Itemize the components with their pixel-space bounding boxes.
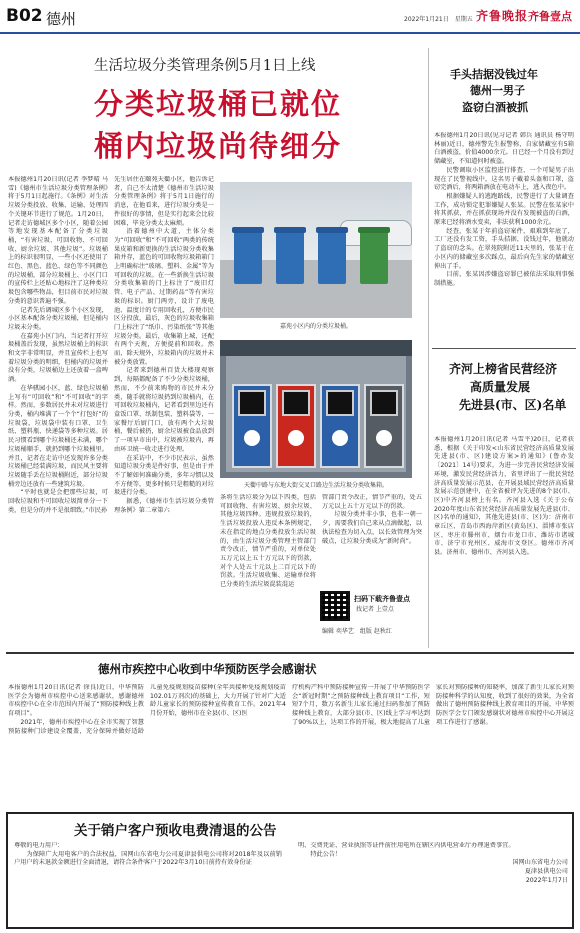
section-rule — [6, 652, 574, 654]
right1-headline-2: 德州一男子 — [470, 84, 525, 97]
bottom1-paragraph: 本报德州1月20日讯(记者 徐良)近日，中华预防医学会为德州市疾控中心送来感谢状，感谢德州市疾控中心在全市范围内开展了“预防接种线上教育项目”。 — [8, 684, 144, 718]
lead-paragraph: 在采访中，不少市民表示，虽然知道垃圾分类是件好事，但是由于并不了解如何准确分类，多年习惯以及不方便等，更多时候只是粗糙的对垃圾进行分类。 — [114, 454, 214, 497]
qr-title: 扫码下载齐鲁壹点 — [354, 594, 410, 603]
lead-paragraph: 本报德州1月20日讯(记者 李梦晴 马雪)《德州市生活垃圾分类管理条例》将于5月1日起施行。《条例》对生活垃圾分类投放、收集、运输、处理四个关键环节进行了规范。1月20日，记者走访德城区多个小区，随着公园等地发现基本配备了分类垃圾桶，“有害垃圾、可回收物、不可回收、厨余垃圾、其他垃圾”。垃圾桶上的标识很明显，一些小区还使用了红色、黑色、蓝色、绿色等不同颜色的垃圾桶，部分垃圾桶上、小区门口的宣传栏上还贴心地标注了这种类垃圾包含哪些物品，但目前市民对垃圾分类的意识普遍不强。 — [8, 176, 108, 305]
lead-paragraph: 先生居住在颐苑天衢小区，他告诉记者，自己不太清楚《德州市生活垃圾分类管理条例》将于5月1日施行的消息，在他看来，进行垃圾分类是一件很好的事情，但是实行起来会比较困难，毕竟分类太太麻烦。 — [114, 176, 214, 227]
lead-paragraph: 垃圾分类并非小事，也非一朝一夕，需要我们自己来从点滴做起，以执法检查为切入点，以长效管理为突破点，让垃圾分类成为“新时尚”。 — [322, 511, 422, 545]
bottom2-paragraph: 尊敬的电力用户： — [14, 842, 64, 849]
photo-collection-station — [220, 340, 412, 478]
bottom2-paragraph: 为保障广大用电客户的合法权益，国网山东省电力公司夏津县供电公司将对2018年及以前销户用户的未退款金额进行全面清退，请符合条件客户于2022年3月10日前持有效身份证 — [14, 850, 282, 867]
right2-headline-2: 高质量发展 — [470, 380, 531, 394]
right1-headline-1: 手头拮据没钱过年 — [450, 68, 538, 81]
newspaper-brand: 齐鲁晚报 — [476, 9, 529, 23]
lead-column-1 — [8, 176, 108, 646]
lead-paragraph: 沿着德州中大道，主体分类为“可回收”和“不可回收”两类的传统果皮箱和新更换的生活垃圾分类收集箱并存，蓝色的可回收物垃圾箱箱门上明确标注“玻璃、塑料、金属”等为可回收的垃圾。在一些新换生活垃圾分类收集箱的门上标注了“废旧灯管、电子产品、过期药品”等有害垃圾的标识。厨门两旁，设计了废电池、温度计的专用回收孔，方便市民区分投放，最后，灰色的垃圾收集箱门上标注了“纸巾、污染纸张”等其他垃圾分类。最后，收集箱上城，还配有两个天规，方便提前和回收。然而，除天规外，垃圾箱内的垃圾并未被分类放置。 — [114, 228, 214, 366]
right2-headline-3: 先进县(市、区)名单 — [459, 398, 567, 412]
photo-caption: 天衢中路与东地大街交叉口路边生活垃圾分类收集箱。 — [243, 482, 388, 489]
lead-column-4 — [322, 494, 422, 586]
bottom2-paragraph: 明、交费凭证、营业执照等证件前往用电所在辖区内供电营业厅办理退费事宜。 — [298, 842, 515, 849]
bottom2-signature: 夏津县供电公司 — [524, 868, 568, 876]
lead-kicker: 生活垃圾分类管理条例5月1日上线 — [94, 58, 316, 74]
right2-headline-1: 齐河上榜省民营经济 — [449, 362, 558, 376]
lead-paragraph: 在嘉苑小区门内，当记者打开垃圾桶盖后发现，虽然垃圾桶上的标识和文字非常明显，并且宣传栏上也写着垃圾分类的明细，但桶内的垃圾并没有分类，垃圾桶边上还放着一盒啤酒。 — [8, 332, 108, 384]
lead-paragraph: 记者来到德州百货大楼现观察到，每隔都配备了不少分类垃圾桶，然而，不少前来购物的市民并未分类，随手就将垃圾扔到垃圾桶内，在可回收垃圾桶内，记者看到里边还有盒饭口罩、纸制包装、塑料袋等，一家餐厅后厨门口，放有两个大垃圾桶，餐后被扔，厨余垃圾被食品放到了一项早市出中，垃圾被垃圾内，再由环卫统一收走进行处理。 — [114, 367, 214, 453]
bottom2-paragraph: 特此公告！ — [310, 850, 342, 858]
lead-paragraph: 在华骐园小区，蓝、绿色垃圾桶上写有“可回收”和“不可回收”的字样。然而，多数居民并未对垃圾进行分类，桶内堆满了一个个“打包好”的垃圾袋，垃圾袋中装有口罩、卫生纸、塑料瓶、快递袋等多种垃圾。居民习惯看到哪个垃圾桶还未满，哪个垃圾桶顺手，就扔到哪个垃圾桶里。并且，记者在走访中还发现许多分类垃圾桶已经装满垃圾，而民风主要将垃圾随手丢在垃圾桶附近，部分垃圾桶旁边还放有一些建筑垃圾。 — [8, 384, 108, 488]
lead-headline-2: 桶内垃圾尚待细分 — [94, 129, 343, 163]
right1-headline-3: 盗窃白酒被抓 — [462, 101, 528, 114]
editor-credits: 编辑 奕华艺 组版 赵秋红 — [322, 628, 392, 635]
section-rule — [432, 348, 576, 349]
photo-caption: 嘉苑小区内的分类垃圾桶。 — [279, 323, 352, 330]
bottom2-signature: 2022年1月7日 — [525, 876, 568, 884]
right1-paragraph: 民警调取小区监控进行排查，一个可疑男子出现在了民警视线中，这名男子戴着头盔和口罩，盗窃完酒后，将两箱酒放在电动车上，逃入夜色中。 — [434, 166, 574, 192]
lead-paragraph: 条将生活垃圾分为以下四类，包括可回收物、有害垃圾、厨余垃圾、其他垃圾四种。违规投放垃圾的，生活垃圾投放人违反本条例规定，未在指定的地点分类投放生活垃圾的，由生活垃圾分类管理主管部门责令改正，情节严重的，对单位处五万元以上五十万元以下的罚款，对个人处五十元以上二百元以下的罚款。生活垃圾收集、运输单位将已分类的生活垃圾混装混运 — [220, 494, 316, 589]
bottom2-headline: 关于销户客户预收电费清退的公告 — [74, 823, 277, 839]
bottom1-body-left — [8, 684, 286, 802]
right1-body — [434, 132, 574, 342]
right1-paragraph: 根据嫌疑人的逃跑路线，民警进行了大量调查工作，成功锁定犯罪嫌疑人张某。民警在张某家中将其抓获，并在抓获现场并没有发现被盗的白酒，原来已经将酒水变卖，非法获利1000余元。 — [434, 192, 574, 227]
right1-paragraph: 经查，张某于年前盗窃案件，艰难到年底了，工厂还没有发工资，手头拮据，没钱过年，他就动了盗窃的念头。在翠苑院附近11天里的，张某于在小区内的储藏室多次踩点，最后向先生家的储藏室伸出了手。 — [434, 227, 574, 270]
section-name: 德州 — [46, 10, 77, 28]
bottom1-paragraph: 疗机构产科中预防接种宣传一开展了中华预防医学会“新冠时期”之预防接种线上教育项目“工作，短短7个月，数万名新生儿家长通过扫码参加了预防接种线上教育，大部分县(市、区)线上学习率达到了90%以上，达项工作的开展，极大地提高了儿童家长对预防接种的知晓率，加深了新生儿家长对预防接种科学的认知度，收到了很好的效果，为全省做出了德州预防接种线上教育项目的开展，中华预防医学会专门颁发感谢状对德州市疾控中心开展这项工作进行了感谢。 — [292, 684, 574, 726]
lead-paragraph: 记者先后调城区多个小区发现，小区基本配备分类垃圾桶，但是桶内垃圾未分类。 — [8, 306, 108, 331]
right2-body — [434, 436, 574, 638]
bottom2-body-right — [298, 842, 568, 924]
bottom1-paragraph: 2021年，德州市疾控中心在全市实现了智慧预防接种门诊建设全覆盖，充分保障并做好适龄儿童免疫规划疫苗接种(全年共接种免疫规划疫苗102.01万剂次)的基础上，大力开展了针对广大适龄儿童家长的预防接种宣传教育工作。2021年4月份开始，德州市在全县(市、区)医 — [8, 684, 286, 735]
bottom2-body-left — [14, 842, 282, 924]
bottom1-headline: 德州市疾控中心收到中华预防医学会感谢状 — [98, 662, 317, 676]
qr-subtitle: 找记者 上壹点 — [356, 606, 394, 613]
lead-headline-1: 分类垃圾桶已就位 — [94, 87, 343, 121]
photo-garbage-bins — [220, 182, 412, 318]
app-brand: 齐鲁壹点 — [528, 10, 572, 23]
bottom1-body-right — [292, 684, 574, 802]
lead-paragraph: “平时也就是会把那些垃圾，可回收垃圾和不可回收垃圾简单分一下类，但是分的并不是很细致。”市民孙 — [8, 489, 108, 514]
qr-code[interactable] — [320, 591, 350, 621]
lead-paragraph: 管部门责令改正，情节严重的，处五万元以上五十万元以下的罚款。 — [322, 494, 422, 510]
issue-date: 2022年1月21日 星期五 — [404, 16, 473, 23]
page-number: B02 — [6, 6, 43, 26]
right1-paragraph: 本报德州1月20日讯(见习记者 韩兵 通讯员 杨守明 林丽)近日，德州警先生报警称，自家储藏室有5箱白酒被盗，价值4000余元。日已经一个月没有到过储藏室，不知道何时被盗。 — [434, 132, 574, 166]
right1-paragraph: 目前，张某因涉嫌盗窃罪已被依法采取刑事强制措施。 — [434, 271, 574, 287]
bottom2-signature: 国网山东省电力公司 — [512, 859, 568, 867]
column-divider — [428, 48, 429, 648]
lead-column-3 — [220, 494, 316, 644]
lead-paragraph: 据悉，《德州市生活垃圾分类管理条例》第二章第六 — [114, 498, 214, 514]
right2-paragraph: 本报德州1月20日讯(记者 马雪平)20日，记者获悉，根据《关于印发<山东省民营经济高质量发展先进县(市、区)建设方案>的通知》(鲁办发〔2021〕14号)要求，为进一步完善民营经济发展环境，激发民营经济活力，省里评出了一批民营经济高质量发展示范县，在开展县域民营经济高质量发展示范创建中，在全省被评为先进的8个县(市、区)中齐河县榜上有名。齐河县入选《关于公布2020年度山东省民营经济高质量发展先进县(市、区)名单的通知》，其他先进县(市、区)为：济南市章丘区、青岛市西海岸新区(黄岛区)、淄博市张店区、枣庄市滕州市、烟台市龙口市、潍坊市诸城市、济宁市兖州区、威海市文登区。德州市齐河县。济州市、德州市、齐河县入选。 — [434, 436, 574, 557]
lead-column-2 — [114, 176, 214, 646]
